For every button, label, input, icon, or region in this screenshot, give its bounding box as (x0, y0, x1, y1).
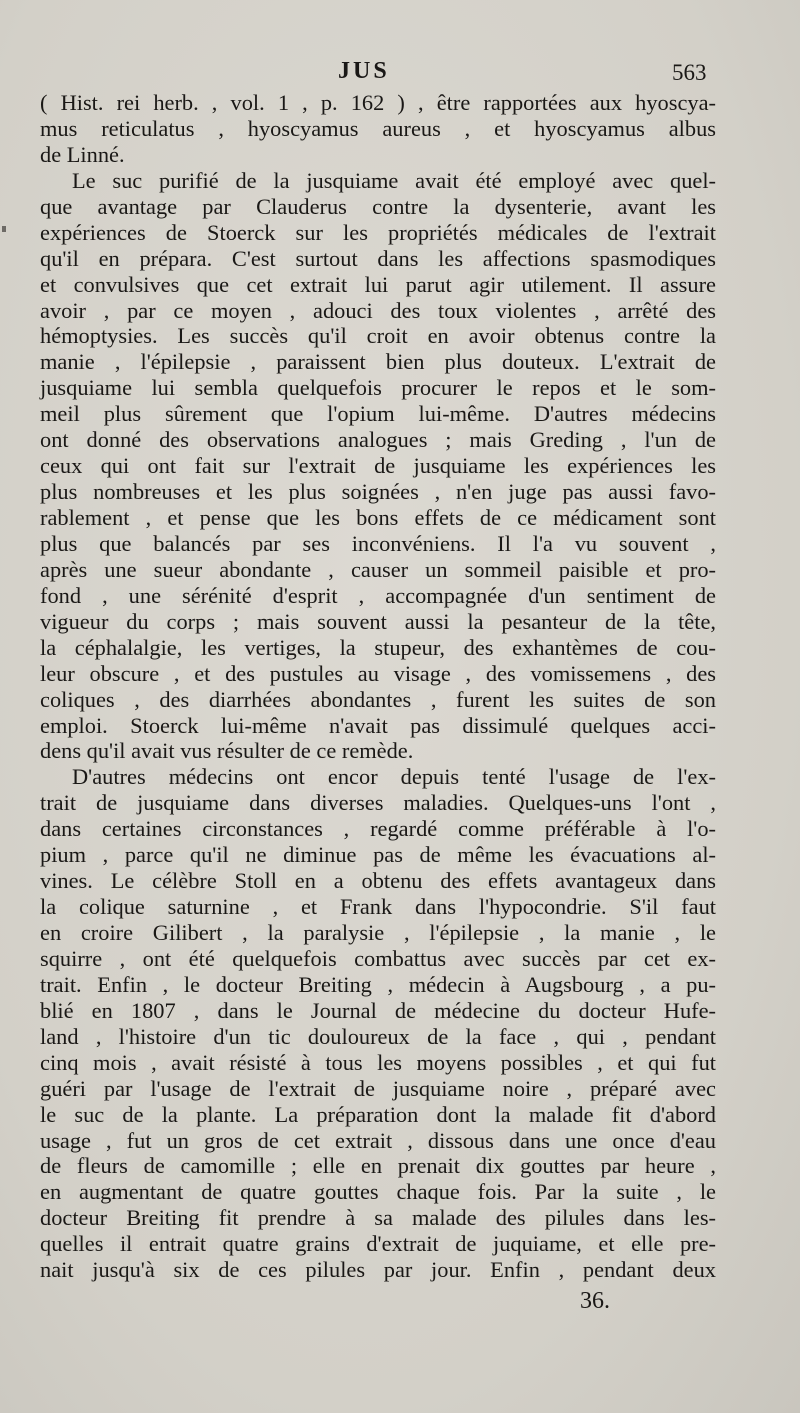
text-line: expériences de Stoerck sur les propriétés médicales de l'extrait (40, 219, 716, 245)
text-line: coliques , des diarrhées abondantes , furent les suites de son (40, 686, 716, 712)
text-line: en croire Gilibert , la paralysie , l'épilepsie , la manie , le (40, 920, 716, 945)
text-line: fond , une sérénité d'esprit , accompagnée d'un sentiment de (40, 582, 716, 608)
running-head: JUS (338, 58, 390, 84)
text-line: le suc de la plante. La préparation dont la malade fit d'abord (40, 1101, 716, 1127)
text-line: emploi. Stoerck lui-même n'avait pas dissimulé quelques acci- (40, 712, 716, 738)
text-line: la céphalalgie, les vertiges, la stupeur, des exhantèmes de cou- (40, 634, 716, 660)
text-line: cinq mois , avait résisté à tous les moyens possibles , et qui fut (40, 1049, 716, 1075)
text-line: dans certaines circonstances , regardé comme préférable à l'o- (40, 816, 716, 842)
text-line: manie , l'épilepsie , paraissent bien plus douteux. L'extrait de (40, 349, 716, 375)
text-line: D'autres médecins ont encor depuis tenté l'usage de l'ex- (72, 764, 716, 790)
page-number: 563 (672, 60, 707, 85)
text-line: la colique saturnine , et Frank dans l'hypocondrie. S'il faut (40, 894, 716, 920)
text-line: mus reticulatus , hyoscyamus aureus , et hyoscyamus albus (40, 115, 716, 141)
text-line: vigueur du corps ; mais souvent aussi la pesanteur de la tête, (40, 608, 716, 634)
text-line: trait. Enfin , le docteur Breiting , médecin à Augsbourg , a pu- (40, 971, 716, 997)
text-line: hémoptysies. Les succès qu'il croit en avoir obtenus contre la (40, 323, 716, 349)
text-line: que avantage par Clauderus contre la dysenterie, avant les (40, 193, 716, 219)
page-header (0, 58, 800, 92)
text-line: usage , fut un gros de cet extrait , dissous dans une once d'eau (40, 1127, 716, 1153)
text-line: land , l'histoire d'un tic douloureux de la face , qui , pendant (40, 1023, 716, 1049)
text-line: vines. Le célèbre Stoll en a obtenu des effets avantageux dans (40, 868, 716, 894)
text-line: plus que balancés par ses inconvéniens. Il l'a vu souvent , (40, 530, 716, 556)
text-line: guéri par l'usage de l'extrait de jusquiame noire , préparé avec (40, 1075, 716, 1101)
text-line: ( Hist. rei herb. , vol. 1 , p. 162 ) , être rapportées aux hyoscya- (40, 90, 716, 115)
text-line: ont donné des observations analogues ; mais Greding , l'un de (40, 427, 716, 453)
text-line: pium , parce qu'il ne diminue pas de même les évacuations al- (40, 842, 716, 868)
text-line: de fleurs de camomille ; elle en prenait dix gouttes par heure , (40, 1153, 716, 1179)
text-line: blié en 1807 , dans le Journal de médecine du docteur Hufe- (40, 997, 716, 1023)
text-line: meil plus sûrement que l'opium lui-même. D'autres médecins (40, 401, 716, 427)
body-text (40, 90, 716, 1283)
text-line: nait jusqu'à six de ces pilules par jour. Enfin , pendant deux (40, 1257, 716, 1283)
text-line: dens qu'il avait vus résulter de ce remède. (40, 738, 414, 764)
signature-mark: 36. (580, 1288, 610, 1314)
text-line: jusquiame lui sembla quelquefois procurer le repos et le som- (40, 375, 716, 401)
text-line: ceux qui ont fait sur l'extrait de jusquiame les expériences les (40, 453, 716, 479)
text-line: en augmentant de quatre gouttes chaque fois. Par la suite , le (40, 1179, 716, 1205)
text-line: et convulsives que cet extrait lui parut agir utilement. Il assure (40, 271, 716, 297)
text-line: après une sueur abondante , causer un sommeil paisible et pro- (40, 556, 716, 582)
text-line: plus nombreuses et les plus soignées , n'en juge pas aussi favo- (40, 479, 716, 505)
text-line: quelles il entrait quatre grains d'extrait de juquiame, et elle pre- (40, 1231, 716, 1257)
text-line: trait de jusquiame dans diverses maladies. Quelques-uns l'ont , (40, 790, 716, 816)
scan-mark (2, 226, 6, 232)
text-line: Le suc purifié de la jusquiame avait été employé avec quel- (72, 167, 716, 193)
text-line: docteur Breiting fit prendre à sa malade des pilules dans les- (40, 1205, 716, 1231)
text-line: squirre , ont été quelquefois combattus avec succès par cet ex- (40, 945, 716, 971)
text-line: rablement , et pense que les bons effets de ce médicament sont (40, 505, 716, 530)
text-line: de Linné. (40, 141, 125, 167)
text-line: leur obscure , et des pustules au visage , des vomissemens , des (40, 660, 716, 686)
text-line: avoir , par ce moyen , adouci des toux violentes , arrêté des (40, 297, 716, 323)
text-line: qu'il en prépara. C'est surtout dans les affections spasmodiques (40, 245, 716, 271)
